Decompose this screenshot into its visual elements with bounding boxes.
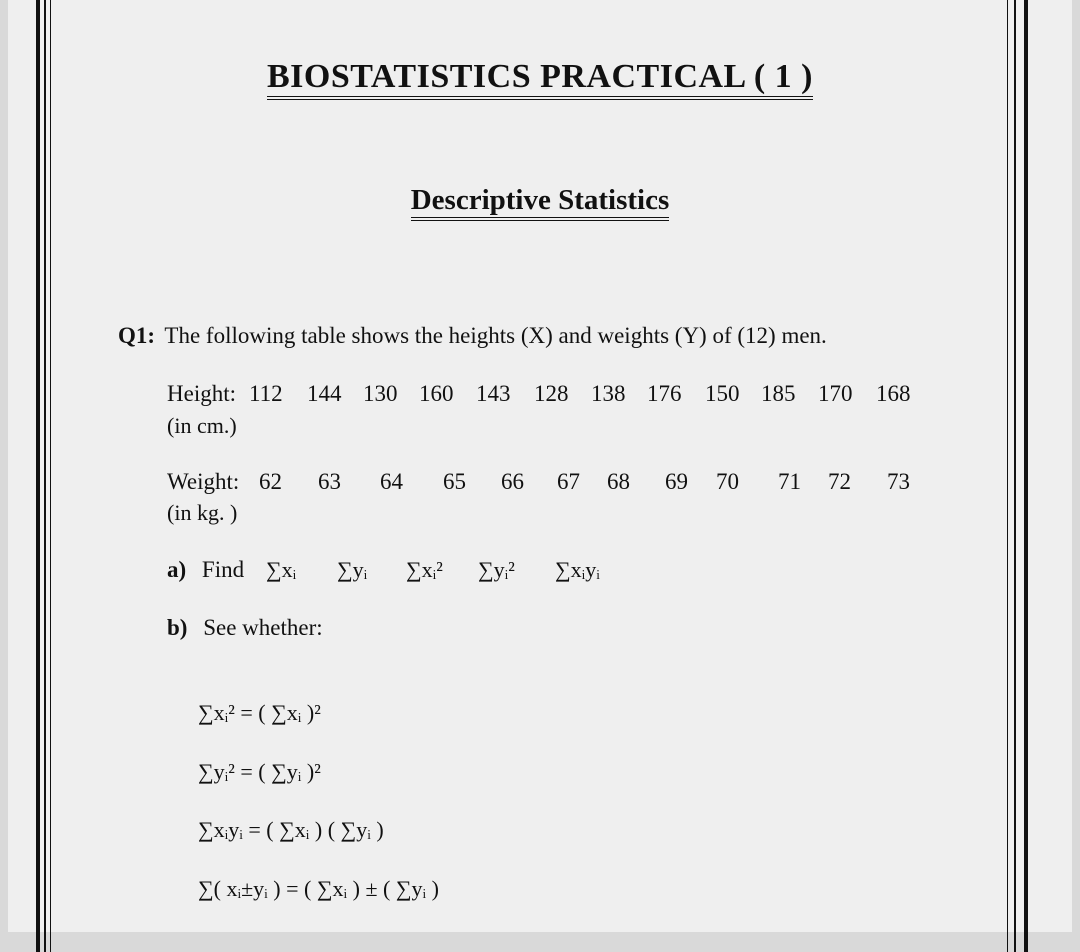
sum-expression: ∑xᵢ² bbox=[406, 557, 443, 582]
height-value: 128 bbox=[534, 381, 569, 406]
height-value: 144 bbox=[307, 381, 342, 406]
height-value: 170 bbox=[818, 381, 853, 406]
weight-value: 67 bbox=[557, 469, 580, 494]
question-1 bbox=[118, 323, 827, 349]
sum-expression: ∑xᵢ bbox=[266, 557, 297, 582]
height-value: 138 bbox=[591, 381, 626, 406]
sum-expression: ∑yᵢ² bbox=[478, 557, 515, 582]
height-value: 176 bbox=[647, 381, 682, 406]
weight-value: 70 bbox=[716, 469, 739, 494]
weight-value: 62 bbox=[259, 469, 282, 494]
document-title bbox=[0, 58, 1080, 96]
weight-value: 63 bbox=[318, 469, 341, 494]
question-label: Q1: bbox=[118, 323, 156, 348]
section-title-text: Descriptive Statistics bbox=[411, 184, 670, 221]
weight-value: 68 bbox=[607, 469, 630, 494]
height-value: 160 bbox=[419, 381, 454, 406]
height-value: 112 bbox=[249, 381, 283, 406]
question-text: The following table shows the heights (X) and weights (Y) of (12) men. bbox=[164, 323, 827, 348]
height-value: 143 bbox=[476, 381, 511, 406]
height-label: Height: bbox=[167, 381, 236, 406]
part-b-text: See whether: bbox=[203, 615, 323, 640]
equation-3: ∑xᵢyᵢ = ( ∑xᵢ ) ( ∑yᵢ ) bbox=[198, 817, 384, 842]
equation-1: ∑xᵢ² = ( ∑xᵢ )² bbox=[198, 700, 321, 725]
weight-value: 72 bbox=[828, 469, 851, 494]
part-a bbox=[167, 557, 244, 583]
weight-value: 64 bbox=[380, 469, 403, 494]
document-title-text: BIOSTATISTICS PRACTICAL ( 1 ) bbox=[267, 58, 813, 100]
sum-expression: ∑yᵢ bbox=[337, 557, 368, 582]
weight-unit: (in kg. ) bbox=[167, 500, 238, 525]
weight-row bbox=[167, 469, 910, 495]
section-title bbox=[0, 184, 1080, 217]
sum-expression: ∑xᵢyᵢ bbox=[555, 557, 600, 582]
height-unit: (in cm.) bbox=[167, 413, 237, 438]
part-b-label: b) bbox=[167, 615, 188, 640]
part-a-text: Find bbox=[201, 557, 245, 582]
weight-value: 66 bbox=[501, 469, 524, 494]
height-value: 130 bbox=[363, 381, 398, 406]
equation-4: ∑( xᵢ±yᵢ ) = ( ∑xᵢ ) ± ( ∑yᵢ ) bbox=[198, 876, 439, 901]
weight-value: 71 bbox=[778, 469, 801, 494]
weight-value: 73 bbox=[887, 469, 910, 494]
height-row bbox=[167, 381, 911, 407]
height-value: 185 bbox=[761, 381, 796, 406]
part-a-label: a) bbox=[167, 557, 187, 582]
height-value: 168 bbox=[876, 381, 911, 406]
weight-value: 65 bbox=[443, 469, 466, 494]
equation-2: ∑yᵢ² = ( ∑yᵢ )² bbox=[198, 759, 321, 784]
weight-label: Weight: bbox=[167, 469, 240, 494]
part-b bbox=[167, 615, 323, 641]
height-value: 150 bbox=[705, 381, 740, 406]
weight-value: 69 bbox=[665, 469, 688, 494]
